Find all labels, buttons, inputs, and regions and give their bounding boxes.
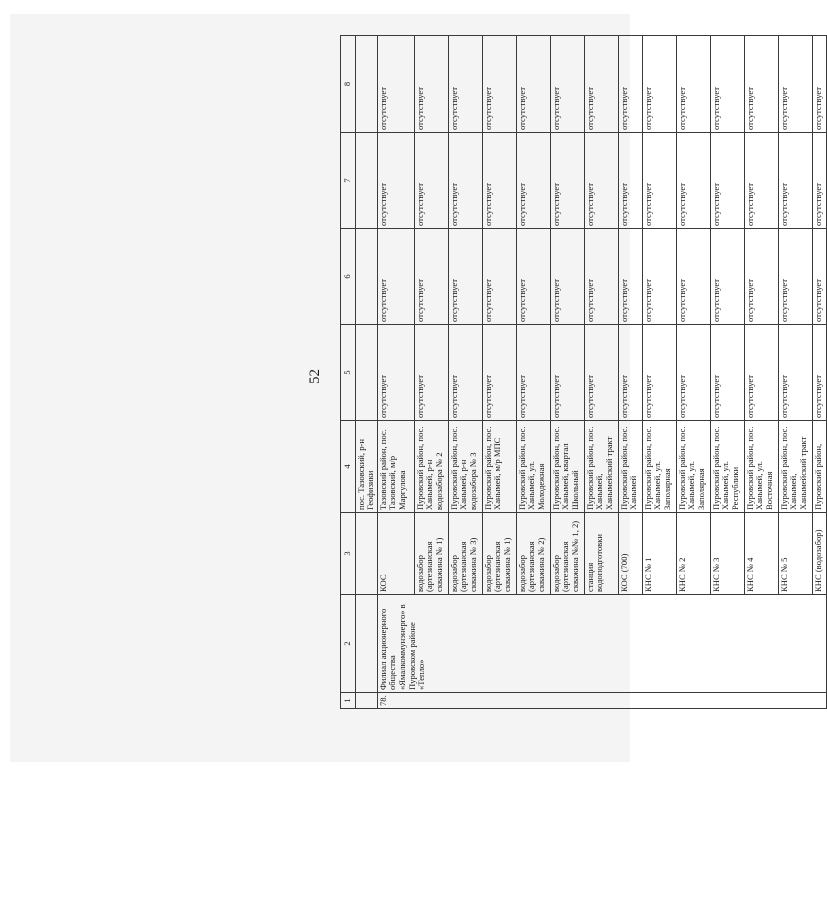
cell-c8: отсутствует [482, 36, 516, 133]
cell-address: Пуровский район, пос. Ханымей, квартал Школьный [550, 421, 584, 513]
header-col-8: 8 [341, 36, 356, 133]
cell-c8: отсутствует [414, 36, 448, 133]
cell-name: водозабор (артезианская скважина № 1) [414, 513, 448, 595]
rotated-table-wrapper [340, 0, 823, 706]
cell-c6: отсутствует [778, 229, 812, 325]
table-row [377, 36, 414, 709]
cell-address: Пуровский район, пос. Ханымей, ул. Заполярная [676, 421, 710, 513]
cell-c5: отсутствует [414, 325, 448, 421]
cell-c5: отсутствует [516, 325, 550, 421]
cell-c8: отсутствует [516, 36, 550, 133]
cell-address: Пуровский район, пос. Ханымей, Ханымейский тракт [778, 421, 812, 513]
cell-c5: отсутствует [377, 325, 414, 421]
cell-name: водозабор (артезианская скважина № 1) [482, 513, 516, 595]
cell-c5: отсутствует [482, 325, 516, 421]
cell-address: Пуровский район, [812, 421, 826, 513]
cell-c8: отсутствует [676, 36, 710, 133]
cell-c5: отсутствует [448, 325, 482, 421]
cell-c7: отсутствует [377, 133, 414, 229]
header-col-4: 4 [341, 421, 356, 513]
cell-c8: отсутствует [744, 36, 778, 133]
header-col-1: 1 [341, 693, 356, 709]
cell-name: водозабор (артезианская скважина № 3) [448, 513, 482, 595]
cell-c8: отсутствует [618, 36, 642, 133]
cell-c6: отсутствует [676, 229, 710, 325]
header-row [341, 36, 356, 709]
cell-c7: отсутствует [414, 133, 448, 229]
cell-c7: отсутствует [584, 133, 618, 229]
cell-c7: отсутствует [676, 133, 710, 229]
header-col-6: 6 [341, 229, 356, 325]
header-col-7: 7 [341, 133, 356, 229]
cell-address: Пуровский район, пос. Ханымей [618, 421, 642, 513]
page-number: 52 [307, 369, 323, 384]
cell-name: КНС № 4 [744, 513, 778, 595]
cell-c8: отсутствует [584, 36, 618, 133]
cell-c7: отсутствует [744, 133, 778, 229]
cell-c6: отсутствует [377, 229, 414, 325]
cell-c6: отсутствует [584, 229, 618, 325]
table-body [355, 36, 826, 709]
cell-c6: отсутствует [482, 229, 516, 325]
cell-c6: отсутствует [414, 229, 448, 325]
cell-c8: отсутствует [778, 36, 812, 133]
cell-c7: отсутствует [618, 133, 642, 229]
cell-address: пос. Тазовский, р-н Геофизики [355, 421, 377, 513]
cell-name: КОС [377, 513, 414, 595]
header-col-3: 3 [341, 513, 356, 595]
cell-c5: отсутствует [584, 325, 618, 421]
cell-num: 78. [377, 693, 826, 709]
cell-c8: отсутствует [642, 36, 676, 133]
cell-c6: отсутствует [448, 229, 482, 325]
cell-col6 [355, 229, 377, 325]
cell-col8 [355, 36, 377, 133]
cell-name: КНС (водозабор) [812, 513, 826, 595]
cell-c5: отсутствует [550, 325, 584, 421]
cell-col7 [355, 133, 377, 229]
cell-c5: отсутствует [642, 325, 676, 421]
cell-name: КНС № 3 [710, 513, 744, 595]
cell-col5 [355, 325, 377, 421]
cell-address: Пуровский район, пос. Ханымей, м/р МПС [482, 421, 516, 513]
cell-c7: отсутствует [812, 133, 826, 229]
cell-c6: отсутствует [744, 229, 778, 325]
cell-c7: отсутствует [448, 133, 482, 229]
cell-name: водозабор (артезианская скважина №№ 1, 2) [550, 513, 584, 595]
cell-c8: отсутствует [377, 36, 414, 133]
cell-c6: отсутствует [812, 229, 826, 325]
cell-address: Пуровский район, пос. Ханымей, ул. Республики [710, 421, 744, 513]
cell-name: водозабор (артезианская скважина № 2) [516, 513, 550, 595]
objects-table [340, 35, 827, 709]
cell-c6: отсутствует [516, 229, 550, 325]
cell-c7: отсутствует [516, 133, 550, 229]
cell-c5: отсутствует [618, 325, 642, 421]
cell-organization: Филиал акционерного общества «Ямалкоммунэнерго» в Пуровском районе «Тепло» [377, 595, 826, 693]
cell-c5: отсутствует [812, 325, 826, 421]
cell-c7: отсутствует [778, 133, 812, 229]
cell-c6: отсутствует [618, 229, 642, 325]
cell-c8: отсутствует [550, 36, 584, 133]
cell-c6: отсутствует [642, 229, 676, 325]
cell-num [355, 693, 377, 709]
cell-c7: отсутствует [642, 133, 676, 229]
cell-address: Пуровский район, пос. Ханымей, р-н водозабора № 3 [448, 421, 482, 513]
cell-address: Пуровский район, пос. Ханымей, р-н водозабора № 2 [414, 421, 448, 513]
cell-c8: отсутствует [710, 36, 744, 133]
cell-address: Тазовский район, пос. Тазовский, м/р Маргулова [377, 421, 414, 513]
cell-address: Пуровский район, пос. Ханымей, ул. Восточная [744, 421, 778, 513]
cell-address: Пуровский район, пос. Ханымей, Ханымейский тракт [584, 421, 618, 513]
cell-name: КОС (700) [618, 513, 642, 595]
cell-c6: отсутствует [710, 229, 744, 325]
cell-name: КНС № 2 [676, 513, 710, 595]
cell-name: КНС № 5 [778, 513, 812, 595]
cell-c8: отсутствует [448, 36, 482, 133]
cell-c5: отсутствует [778, 325, 812, 421]
header-col-2: 2 [341, 595, 356, 693]
header-col-5: 5 [341, 325, 356, 421]
cell-object [355, 513, 377, 595]
cell-c6: отсутствует [550, 229, 584, 325]
cell-c5: отсутствует [744, 325, 778, 421]
cell-c7: отсутствует [710, 133, 744, 229]
cell-address: Пуровский район, пос. Ханымей, ул. Молодежная [516, 421, 550, 513]
cell-c5: отсутствует [710, 325, 744, 421]
cell-c5: отсутствует [676, 325, 710, 421]
cell-c8: отсутствует [812, 36, 826, 133]
cell-c7: отсутствует [550, 133, 584, 229]
cell-c7: отсутствует [482, 133, 516, 229]
cell-organization [355, 595, 377, 693]
carryover-row [355, 36, 377, 709]
cell-address: Пуровский район, пос. Ханымей, ул. Заполярная [642, 421, 676, 513]
cell-name: станция водоподготовки [584, 513, 618, 595]
cell-name: КНС № 1 [642, 513, 676, 595]
